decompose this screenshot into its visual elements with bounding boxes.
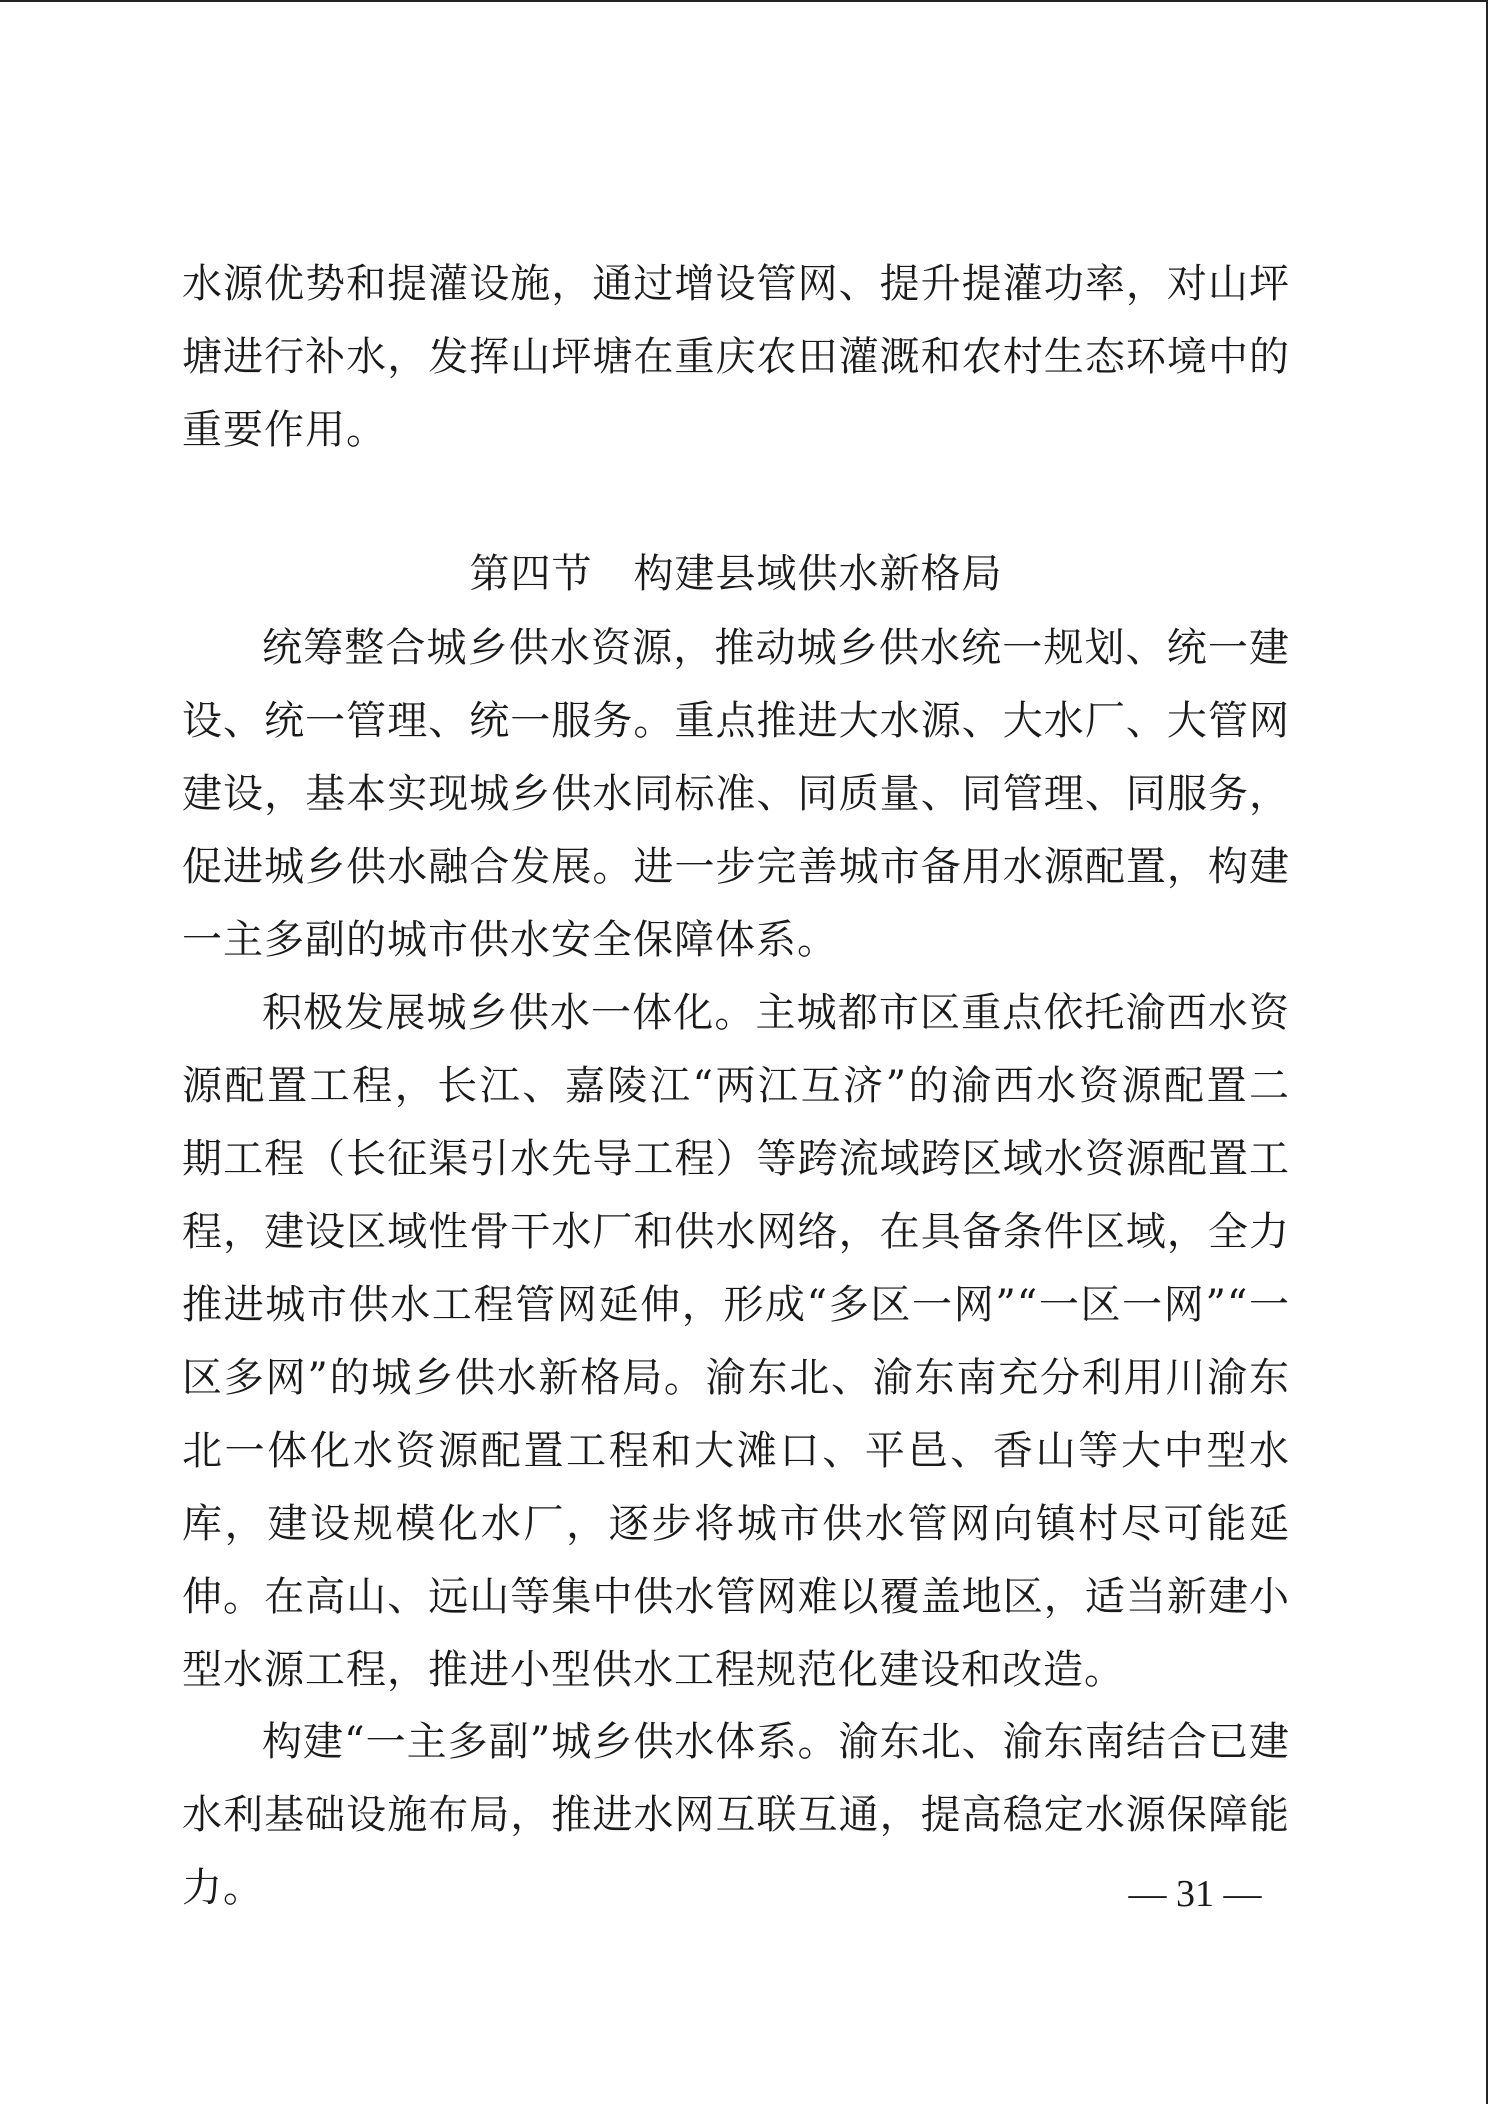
continuation-paragraph: 水源优势和提灌设施，通过增设管网、提升提灌功率，对山坪塘进行补水，发挥山坪塘在重庆农田灌溉和农村生态环境中的重要作用。 — [182, 261, 1290, 453]
paragraph-integration: 积极发展城乡供水一体化。主城都市区重点依托渝西水资源配置工程，长江、嘉陵江“两江互济”的渝西水资源配置二期工程（长征渠引水先导工程）等跨流域跨区域水资源配置工程，建设区域性骨干水厂和供水网络，在具备条件区域，全力推进城市供水工程管网延伸，形成“多区一网”“一区一网”“一区多网”的城乡供水新格局。渝东北、渝东南充分利用川渝东北一体化水资源配置工程和大滩口、平邑、香山等大中型水库，建设规模化水厂，逐步将城市供水管网向镇村尽可能延伸。在高山、远山等集中供水管网难以覆盖地区，适当新建小型水源工程，推进小型供水工程规范化建设和改造。 — [182, 990, 1290, 1693]
paragraph-overview: 统筹整合城乡供水资源，推动城乡供水统一规划、统一建设、统一管理、统一服务。重点推进大水源、大水厂、大管网建设，基本实现城乡供水同标准、同质量、同管理、同服务，促进城乡供水融合发展。进一步完善城市备用水源配置，构建一主多副的城市供水安全保障体系。 — [182, 625, 1290, 963]
page-number: — 31 — — [1128, 1873, 1262, 1915]
paragraph-supply-system: 构建“一主多副”城乡供水体系。渝东北、渝东南结合已建水利基础设施布局，推进水网互联互通，提高稳定水源保障能力。 — [182, 1719, 1290, 1911]
section-heading: 第四节 构建县域供水新格局 — [469, 551, 1003, 597]
